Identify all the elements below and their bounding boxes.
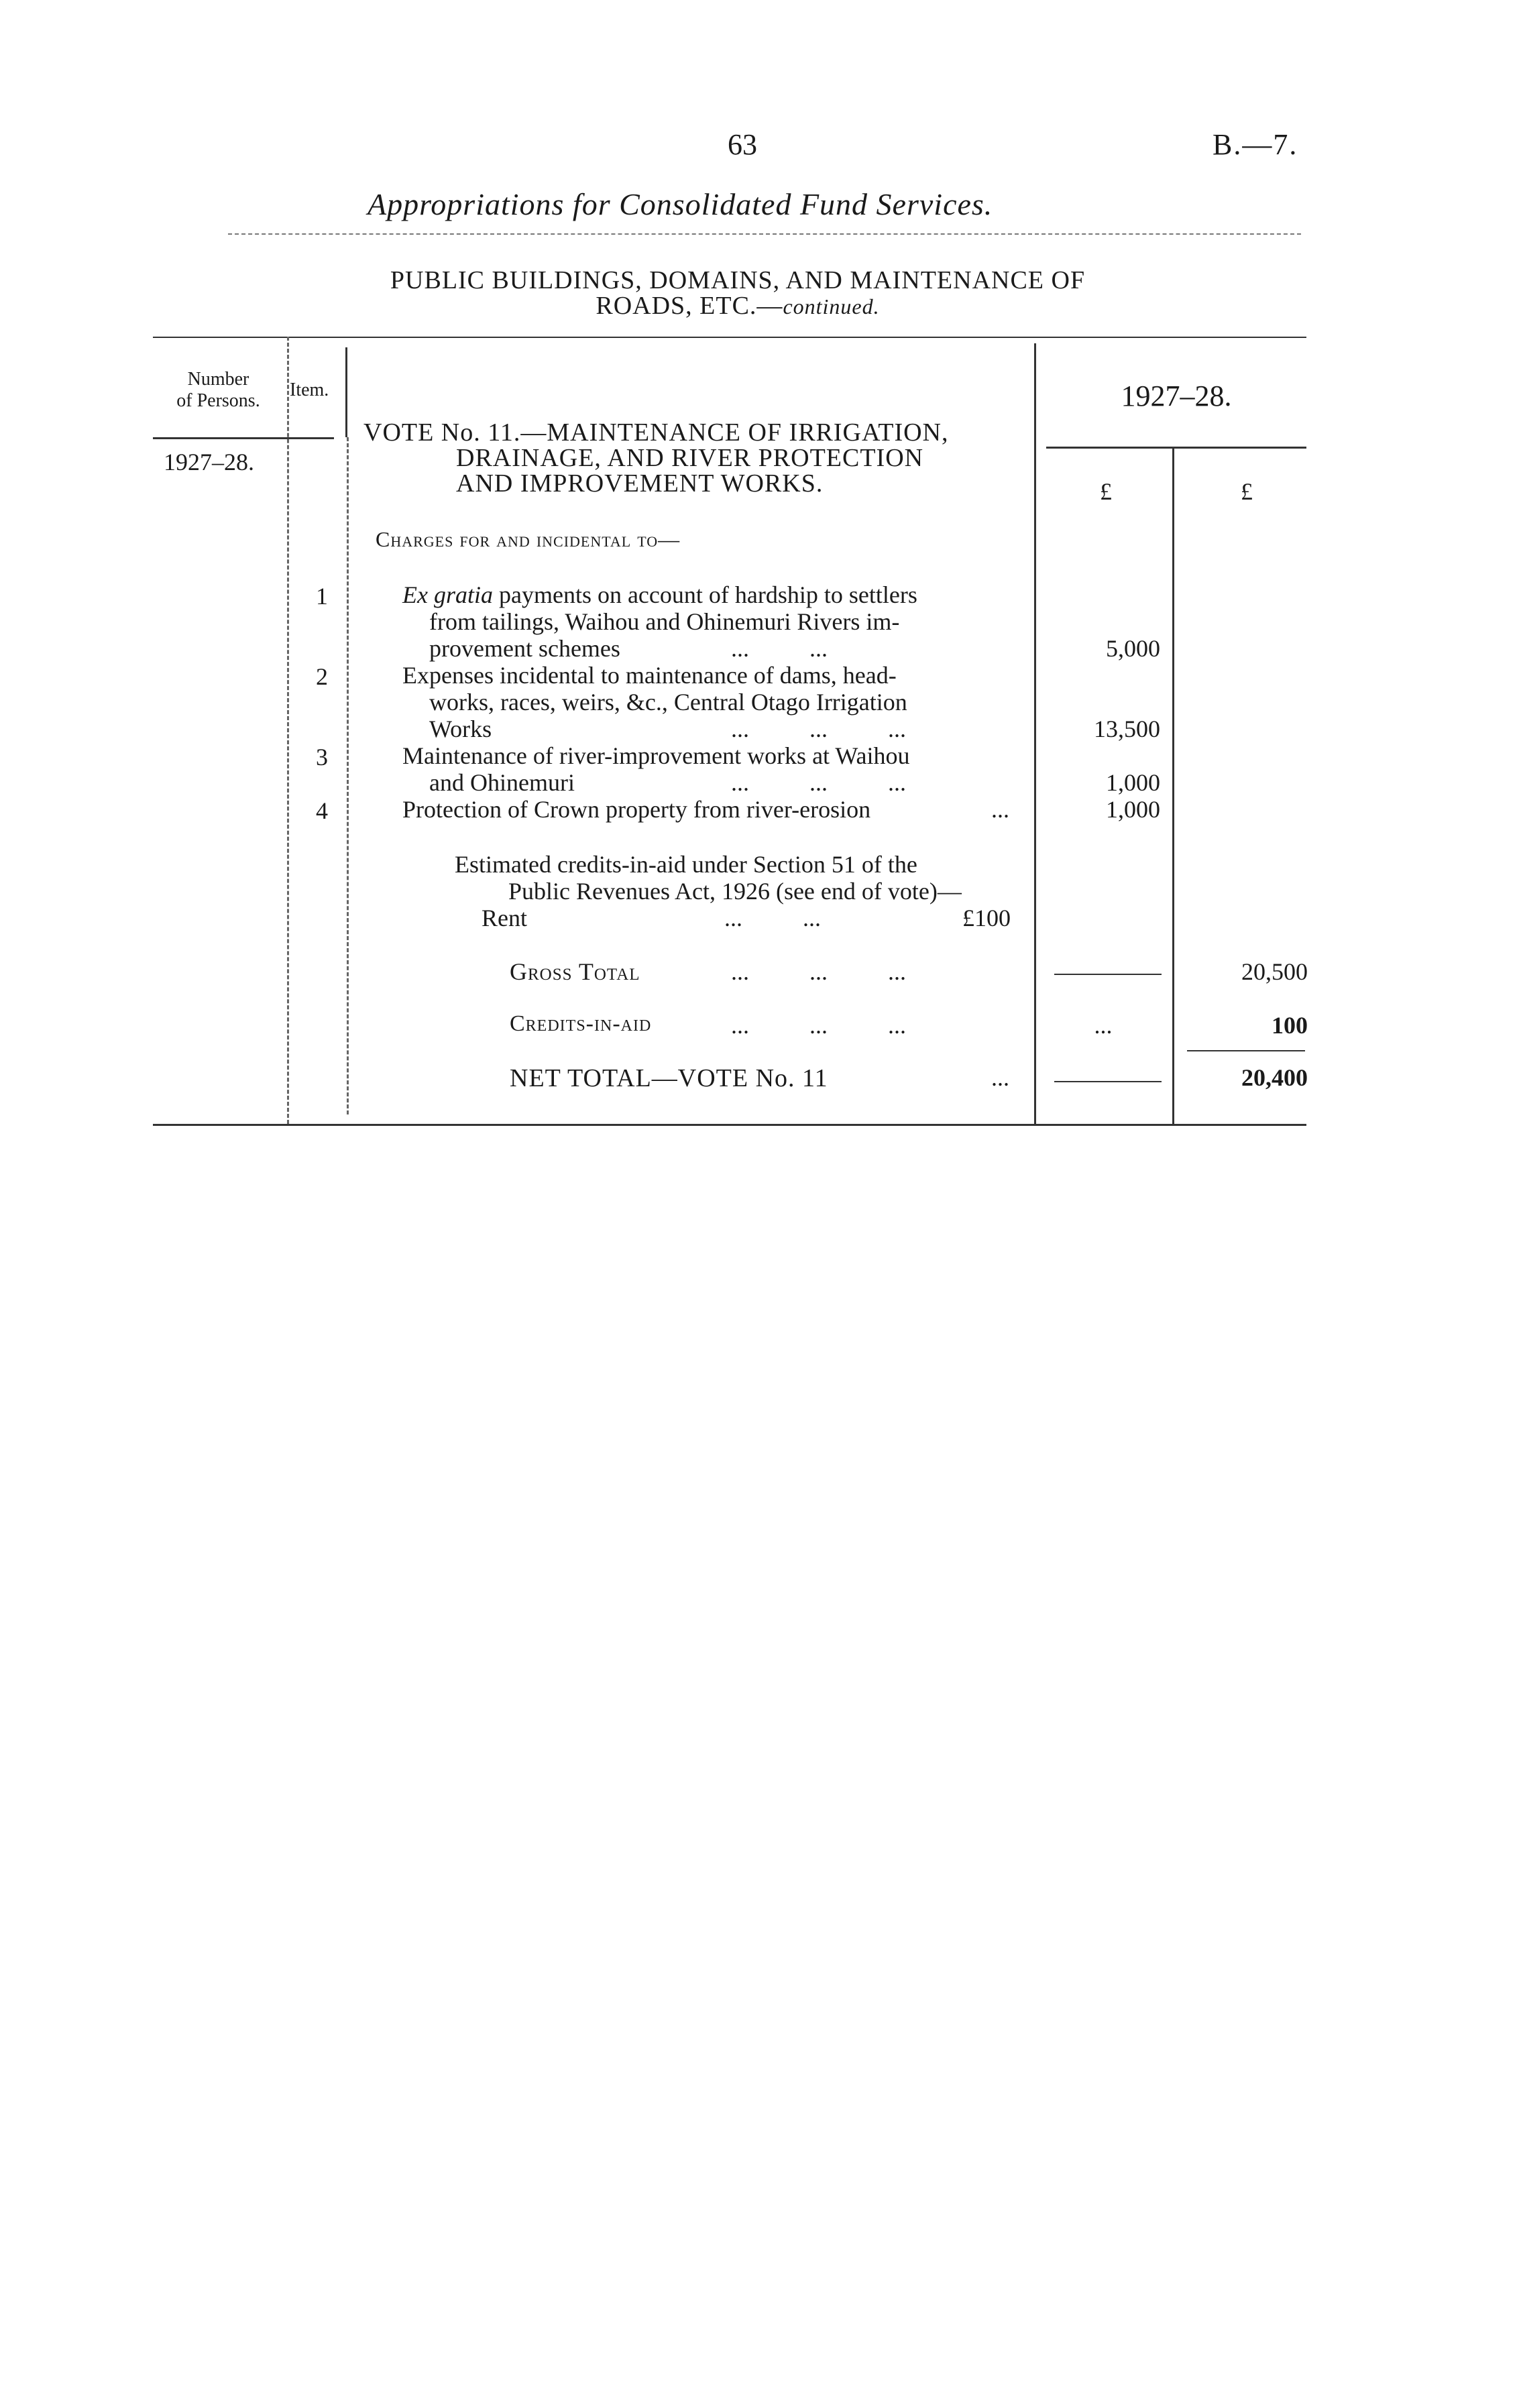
gross-total-left-dash	[1054, 974, 1162, 975]
item-text-line3: Works	[429, 715, 492, 742]
section-title-line1: PUBLIC BUILDINGS, DOMAINS, AND MAINTENANCE OF	[390, 266, 1086, 294]
credits-note-line2: Public Revenues Act, 1926 (see end of vote)—	[508, 878, 962, 905]
vote-title-line2: DRAINAGE, AND RIVER PROTECTION	[456, 444, 924, 472]
item-leaders: ... ...	[731, 635, 828, 662]
table-top-rule	[153, 337, 1306, 338]
item-text-rest: payments on account of hardship to settlers	[492, 581, 917, 608]
running-title: Appropriations for Consolidated Fund Services.	[368, 187, 993, 221]
item-number: 3	[316, 744, 328, 770]
item-number: 2	[316, 663, 328, 690]
item-text-line1: Protection of Crown property from river-erosion	[402, 796, 871, 823]
credits-note-rent-label: Rent	[482, 905, 527, 931]
item-header: Item.	[290, 380, 329, 400]
credits-note-line1: Estimated credits-in-aid under Section 51 of the	[455, 851, 917, 878]
item-leaders: ... ... ...	[731, 769, 906, 796]
item-leaders: ...	[991, 796, 1009, 823]
item-text-line3: provement schemes	[429, 635, 620, 662]
persons-header-year: 1927–28.	[164, 449, 254, 475]
document-reference: B.—7.	[1213, 128, 1298, 161]
persons-header-line1: Number	[187, 369, 249, 390]
net-total-label: NET TOTAL—VOTE No. 11	[510, 1064, 828, 1092]
gross-total-amount: 20,500	[1241, 958, 1308, 985]
subtotal-rule	[1187, 1050, 1305, 1051]
credits-in-aid-leaders: ... ... ...	[731, 1012, 906, 1039]
table-bottom-rule	[153, 1124, 1306, 1126]
item-text-line1: Maintenance of river-improvement works at Waihou	[402, 742, 910, 769]
charges-heading: Charges for and incidental to—	[376, 527, 681, 551]
net-total-left-dash	[1054, 1081, 1162, 1082]
amount-column-mid-rule	[1172, 448, 1174, 1124]
net-total-amount: 20,400	[1241, 1064, 1308, 1091]
credits-in-aid-label: Credits-in-aid	[510, 1011, 652, 1036]
section-title-line2	[288, 291, 1187, 321]
credits-note-rent-amount: £100	[962, 905, 1011, 931]
year-header-rule	[1046, 447, 1306, 449]
credits-note-leaders: ... ...	[724, 905, 821, 931]
currency-right: £	[1241, 478, 1253, 505]
item-text-line2: works, races, weirs, &c., Central Otago Irrigation	[429, 689, 907, 715]
description-column-rule	[347, 437, 349, 1114]
section-title-main: ROADS, ETC.—	[596, 292, 783, 320]
item-leaders: ... ... ...	[731, 715, 906, 742]
item-text-italic: Ex gratia	[402, 581, 493, 608]
item-amount: 13,500	[1094, 715, 1160, 742]
item-amount: 1,000	[1106, 769, 1160, 796]
gross-total-label: Gross Total	[510, 958, 640, 985]
item-column-right-rule	[345, 347, 347, 437]
item-text-line1	[402, 581, 917, 609]
item-column-left-rule	[287, 337, 289, 1124]
credits-in-aid-left-value: ...	[1094, 1012, 1113, 1039]
page-number: 63	[728, 128, 757, 161]
header-rule	[228, 233, 1301, 235]
item-text-line1: Expenses incidental to maintenance of dams, head-	[402, 662, 897, 689]
persons-header-rule	[153, 437, 334, 439]
net-total-leaders: ...	[991, 1064, 1009, 1091]
persons-header-line2: of Persons.	[176, 390, 260, 411]
item-text-line2: from tailings, Waihou and Ohinemuri Rivers im-	[429, 608, 900, 635]
amount-column-left-rule	[1034, 343, 1036, 1124]
vote-title-line3: AND IMPROVEMENT WORKS.	[456, 469, 824, 498]
item-text-line2: and Ohinemuri	[429, 769, 575, 796]
item-number: 1	[316, 583, 328, 610]
vote-title-line1: VOTE No. 11.—MAINTENANCE OF IRRIGATION,	[363, 418, 949, 447]
item-number: 4	[316, 797, 328, 824]
gross-total-leaders: ... ... ...	[731, 958, 906, 985]
year-header: 1927–28.	[1121, 380, 1232, 412]
item-amount: 1,000	[1106, 796, 1160, 823]
section-title-continued: continued.	[783, 294, 880, 319]
item-amount: 5,000	[1106, 635, 1160, 662]
credits-in-aid-amount: 100	[1272, 1012, 1308, 1039]
currency-left: £	[1100, 478, 1112, 505]
